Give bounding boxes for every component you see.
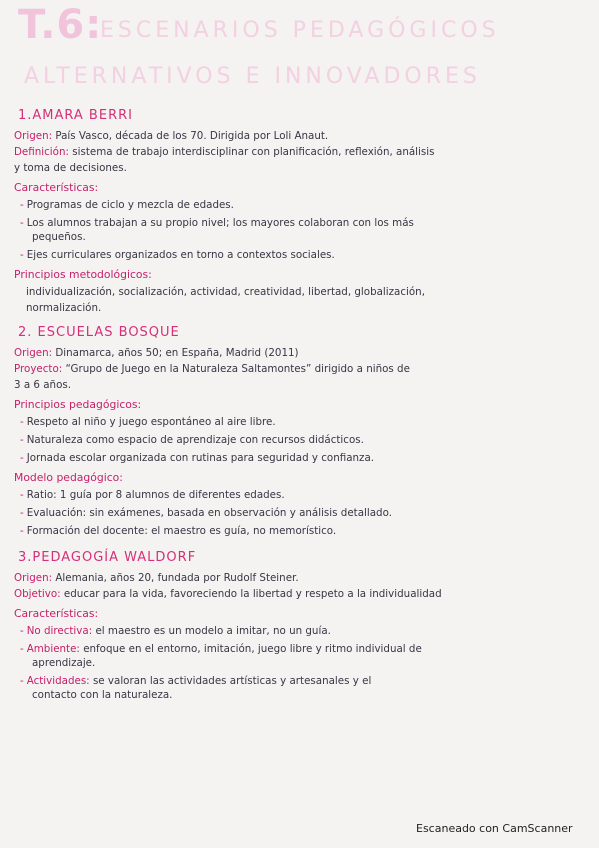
characteristics-label: Características: xyxy=(14,607,99,620)
origin-label: Origen: xyxy=(14,347,53,359)
list-item-label: Actividades: xyxy=(26,675,90,687)
list-item: - No directiva: el maestro es un modelo a imitar, no un guía. xyxy=(20,625,331,637)
list-item-text: Evaluación: sin exámenes, basada en observación y análisis detallado. xyxy=(26,507,392,519)
definition-label: Definición: xyxy=(14,146,69,158)
objective-line xyxy=(14,587,589,601)
title-line-1: ESCENARIOS PEDAGÓGICOS xyxy=(100,18,500,43)
list-item-text: Programas de ciclo y mezcla de edades. xyxy=(26,199,234,211)
definition-line xyxy=(14,145,589,159)
list-item: - Actividades: se valoran las actividades artísticas y artesanales y el contacto con la naturaleza. xyxy=(20,675,372,701)
list-item-text-cont: pequeños. xyxy=(32,231,86,243)
notes-content xyxy=(14,108,589,706)
model-label: Modelo pedagógico: xyxy=(14,471,123,484)
list-item: - Programas de ciclo y mezcla de edades. xyxy=(20,199,234,211)
list-item-text: Respeto al niño y juego espontáneo al aire libre. xyxy=(26,416,276,428)
list-item: - Naturaleza como espacio de aprendizaje con recursos didácticos. xyxy=(20,434,364,446)
list-item: - Formación del docente: el maestro es guía, no memorístico. xyxy=(20,525,337,537)
page-title xyxy=(14,2,574,102)
origin-line xyxy=(14,129,589,143)
list-item: - Jornada escolar organizada con rutinas para seguridad y confianza. xyxy=(20,452,375,464)
list-item-text: se valoran las actividades artísticas y artesanales y el xyxy=(92,675,372,687)
project-line xyxy=(14,362,589,376)
list-item-text: Los alumnos trabajan a su propio nivel; los mayores colaboran con los más xyxy=(26,217,414,229)
origin-text: Alemania, años 20, fundada por Rudolf Steiner. xyxy=(55,572,299,584)
list-item-text: Jornada escolar organizada con rutinas para seguridad y confianza. xyxy=(26,452,375,464)
list-item: - Evaluación: sin exámenes, basada en observación y análisis detallado. xyxy=(20,507,392,519)
section-amara-berri xyxy=(14,108,589,315)
principles-text: individualización, socialización, actividad, creatividad, libertad, globalización, xyxy=(26,286,425,298)
list-item-text: enfoque en el entorno, imitación, juego libre y ritmo individual de xyxy=(83,643,422,655)
section-title: 2. ESCUELAS BOSQUE xyxy=(18,325,180,340)
section-waldorf xyxy=(14,550,589,702)
list-item-text: Formación del docente: el maestro es guía, no memorístico. xyxy=(26,525,337,537)
characteristics-label: Características: xyxy=(14,181,99,194)
section-title: 3.PEDAGOGÍA WALDORF xyxy=(18,550,197,565)
title-number: T.6: xyxy=(18,2,103,48)
list-item-text-cont: contacto con la naturaleza. xyxy=(32,689,173,701)
list-item-text: Naturaleza como espacio de aprendizaje con recursos didácticos. xyxy=(26,434,364,446)
scanner-watermark: Escaneado con CamScanner xyxy=(416,822,573,835)
principles-label: Principios metodológicos: xyxy=(14,268,152,281)
list-item: - Respeto al niño y juego espontáneo al aire libre. xyxy=(20,416,276,428)
section-escuelas-bosque xyxy=(14,325,589,538)
definition-text: sistema de trabajo interdisciplinar con planificación, reflexión, análisis xyxy=(72,146,435,158)
list-item-label: Ambiente: xyxy=(26,643,80,655)
origin-line xyxy=(14,571,589,585)
objective-label: Objetivo: xyxy=(14,588,61,600)
list-item-text: Ejes curriculares organizados en torno a contextos sociales. xyxy=(26,249,335,261)
definition-line-2: y toma de decisiones. xyxy=(14,162,127,174)
origin-label: Origen: xyxy=(14,130,53,142)
list-item-text: el maestro es un modelo a imitar, no un guía. xyxy=(95,625,331,637)
origin-text: Dinamarca, años 50; en España, Madrid (2011) xyxy=(55,347,299,359)
project-label: Proyecto: xyxy=(14,363,63,375)
list-item-text: Ratio: 1 guía por 8 alumnos de diferentes edades. xyxy=(26,489,285,501)
principles-text-2: normalización. xyxy=(26,302,102,314)
list-item: - Los alumnos trabajan a su propio nivel; los mayores colaboran con los más pequeños. xyxy=(20,217,414,243)
principles-label: Principios pedagógicos: xyxy=(14,398,142,411)
objective-text: educar para la vida, favoreciendo la libertad y respeto a la individualidad xyxy=(63,588,442,600)
list-item: - Ambiente: enfoque en el entorno, imitación, juego libre y ritmo individual de aprendizaje. xyxy=(20,643,422,669)
list-item-text-cont: aprendizaje. xyxy=(32,657,96,669)
list-item: - Ejes curriculares organizados en torno a contextos sociales. xyxy=(20,249,335,261)
project-text: “Grupo de Juego en la Naturaleza Saltamontes” dirigido a niños de xyxy=(65,363,410,375)
origin-text: País Vasco, década de los 70. Dirigida por Loli Anaut. xyxy=(55,130,329,142)
origin-label: Origen: xyxy=(14,572,53,584)
project-line-2: 3 a 6 años. xyxy=(14,379,72,391)
list-item: - Ratio: 1 guía por 8 alumnos de diferentes edades. xyxy=(20,489,285,501)
title-line-2: ALTERNATIVOS E INNOVADORES xyxy=(24,64,481,89)
list-item-label: No directiva: xyxy=(26,625,93,637)
section-title: 1.AMARA BERRI xyxy=(18,108,133,123)
origin-line xyxy=(14,346,589,360)
